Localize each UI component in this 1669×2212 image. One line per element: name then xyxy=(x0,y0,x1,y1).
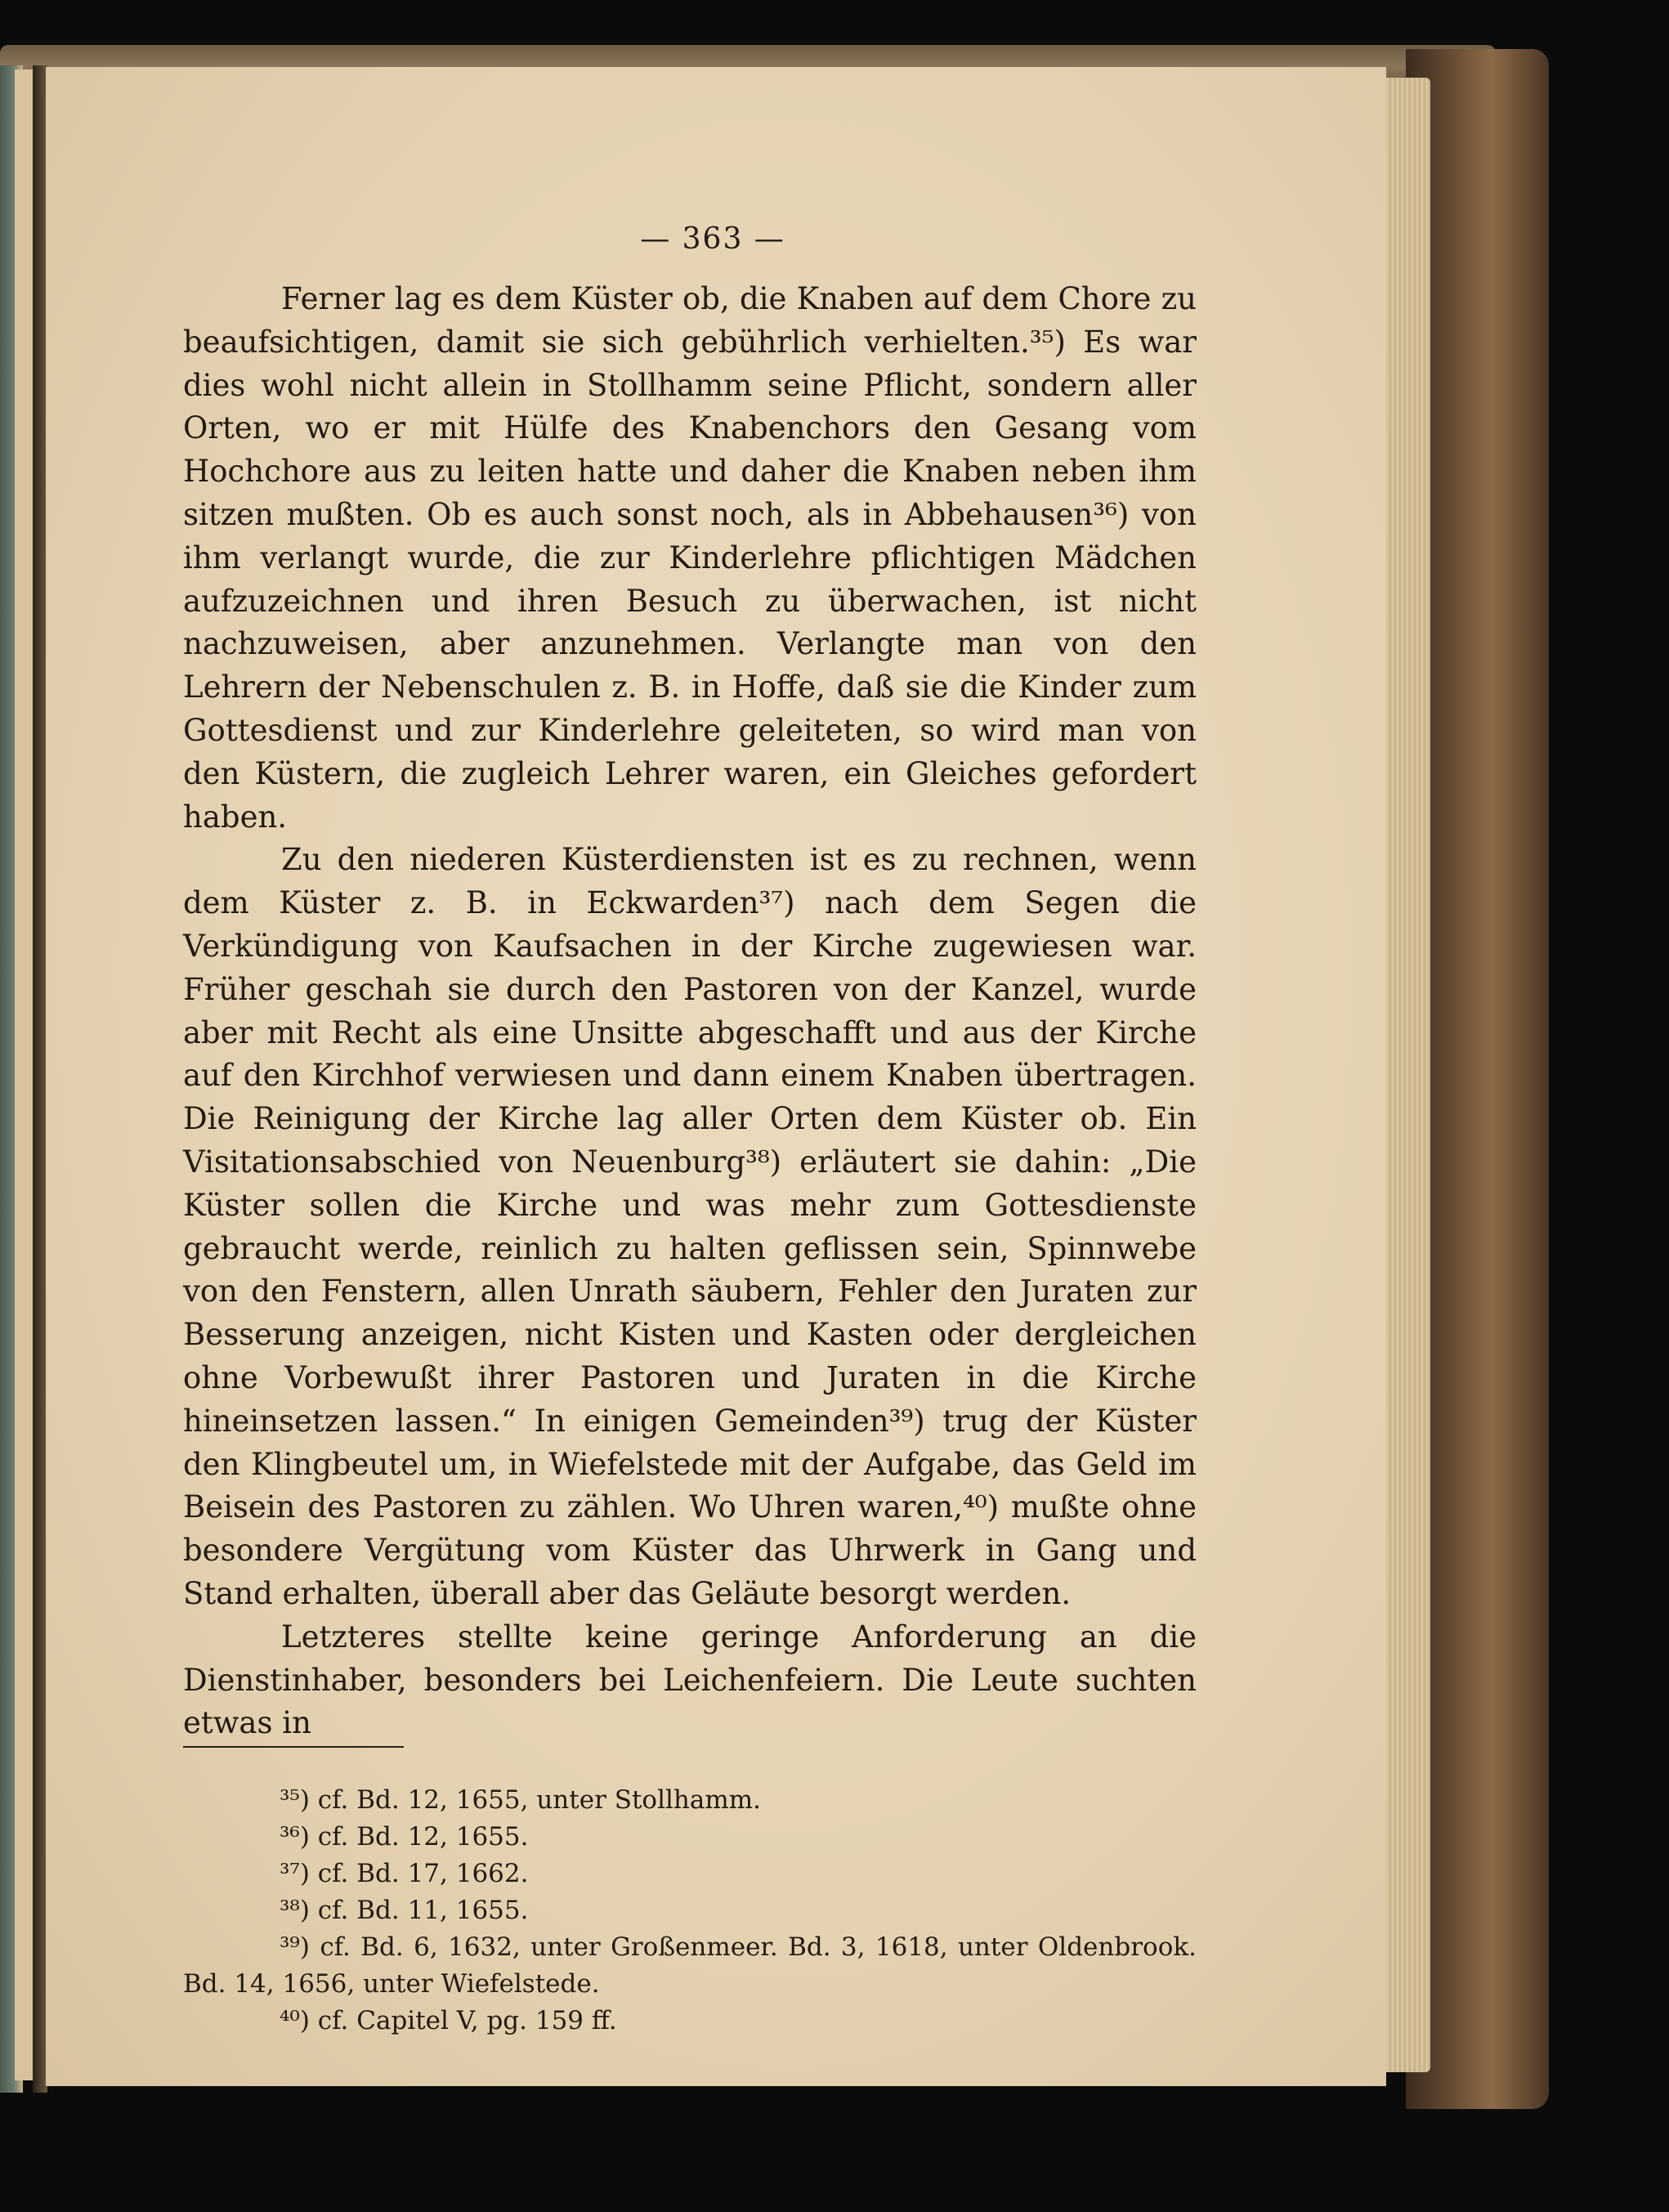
book-page xyxy=(46,67,1386,2086)
paragraph-1: Ferner lag es dem Küster ob, die Knaben auf dem Chore zu beaufsichtigen, damit sie sich gebührlich verhielten.³⁵) Es war dies wohl nicht allein in Stollhamm seine Pflicht, sondern aller Orten, wo er mit Hülfe des Knabenchors den Gesang vom Hochchore aus zu leiten hatte und daher die Knaben neben ihm sitzen mußten. Ob es auch sonst noch, als in Abbehausen³⁶) von ihm verlangt wurde, die zur Kinderlehre pflichtigen Mädchen aufzuzeichnen und ihren Besuch zu überwachen, ist nicht nachzuweisen, aber anzunehmen. Verlangte man von den Lehrern der Nebenschulen z. B. in Hoffe, daß sie die Kinder zum Gottesdienst und zur Kinderlehre geleiteten, so wird man von den Küstern, die zugleich Lehrer waren, ein Gleiches gefordert haben. xyxy=(183,281,1197,835)
footnotes xyxy=(183,1782,1197,2040)
left-page-edge xyxy=(15,69,34,2080)
page-content xyxy=(46,67,1386,2086)
footnote-37: ³⁷) cf. Bd. 17, 1662. xyxy=(280,1859,529,1888)
footnote-40: ⁴⁰) cf. Capitel V, pg. 159 ff. xyxy=(280,2006,617,2035)
footnote-39: ³⁹) cf. Bd. 6, 1632, unter Großenmeer. Bd. 3, 1618, unter Oldenbrook. Bd. 14, 1656, unter Wiefelstede. xyxy=(183,1932,1197,1999)
paragraph-2: Zu den niederen Küsterdiensten ist es zu rechnen, wenn dem Küster z. B. in Eckwarden³⁷) nach dem Segen die Verkündigung von Kaufsachen in der Kirche zugewiesen war. Früher geschah sie durch den Pastoren von der Kanzel, wurde aber mit Recht als eine Unsitte abgeschafft und aus der Kirche auf den Kirchhof verwiesen und dann einem Knaben übertragen. Die Reinigung der Kirche lag aller Orten dem Küster ob. Ein Visitationsabschied von Neuenburg³⁸) erläutert sie dahin: „Die Küster sollen die Kirche und was mehr zum Gottesdienste gebraucht werde, reinlich zu halten geflissen sein, Spinnwebe von den Fenstern, allen Unrath säubern, Fehler den Juraten zur Besserung anzeigen, nicht Kisten und Kasten oder dergleichen ohne Vorbewußt ihrer Pastoren und Juraten in die Kirche hineinsetzen lassen.“ In einigen Gemeinden³⁹) trug der Küster den Klingbeutel um, in Wiefelstede mit der Aufgabe, das Geld im Beisein des Pastoren zu zählen. Wo Uhren waren,⁴⁰) mußte ohne besondere Vergütung vom Küster das Uhrwerk in Gang und Stand erhalten, überall aber das Geläute besorgt werden. xyxy=(183,842,1197,1611)
body-text xyxy=(183,278,1197,1745)
paragraph-3: Letzteres stellte keine geringe Anforderung an die Dienstinhaber, besonders bei Leichenfeiern. Die Leute suchten etwas in xyxy=(183,1619,1197,1741)
footnote-divider xyxy=(183,1746,404,1748)
footnote-36: ³⁶) cf. Bd. 12, 1655. xyxy=(280,1822,529,1852)
page-number: — 363 — xyxy=(640,222,785,256)
footnote-35: ³⁵) cf. Bd. 12, 1655, unter Stollhamm. xyxy=(280,1785,762,1815)
footnote-38: ³⁸) cf. Bd. 11, 1655. xyxy=(280,1896,529,1925)
